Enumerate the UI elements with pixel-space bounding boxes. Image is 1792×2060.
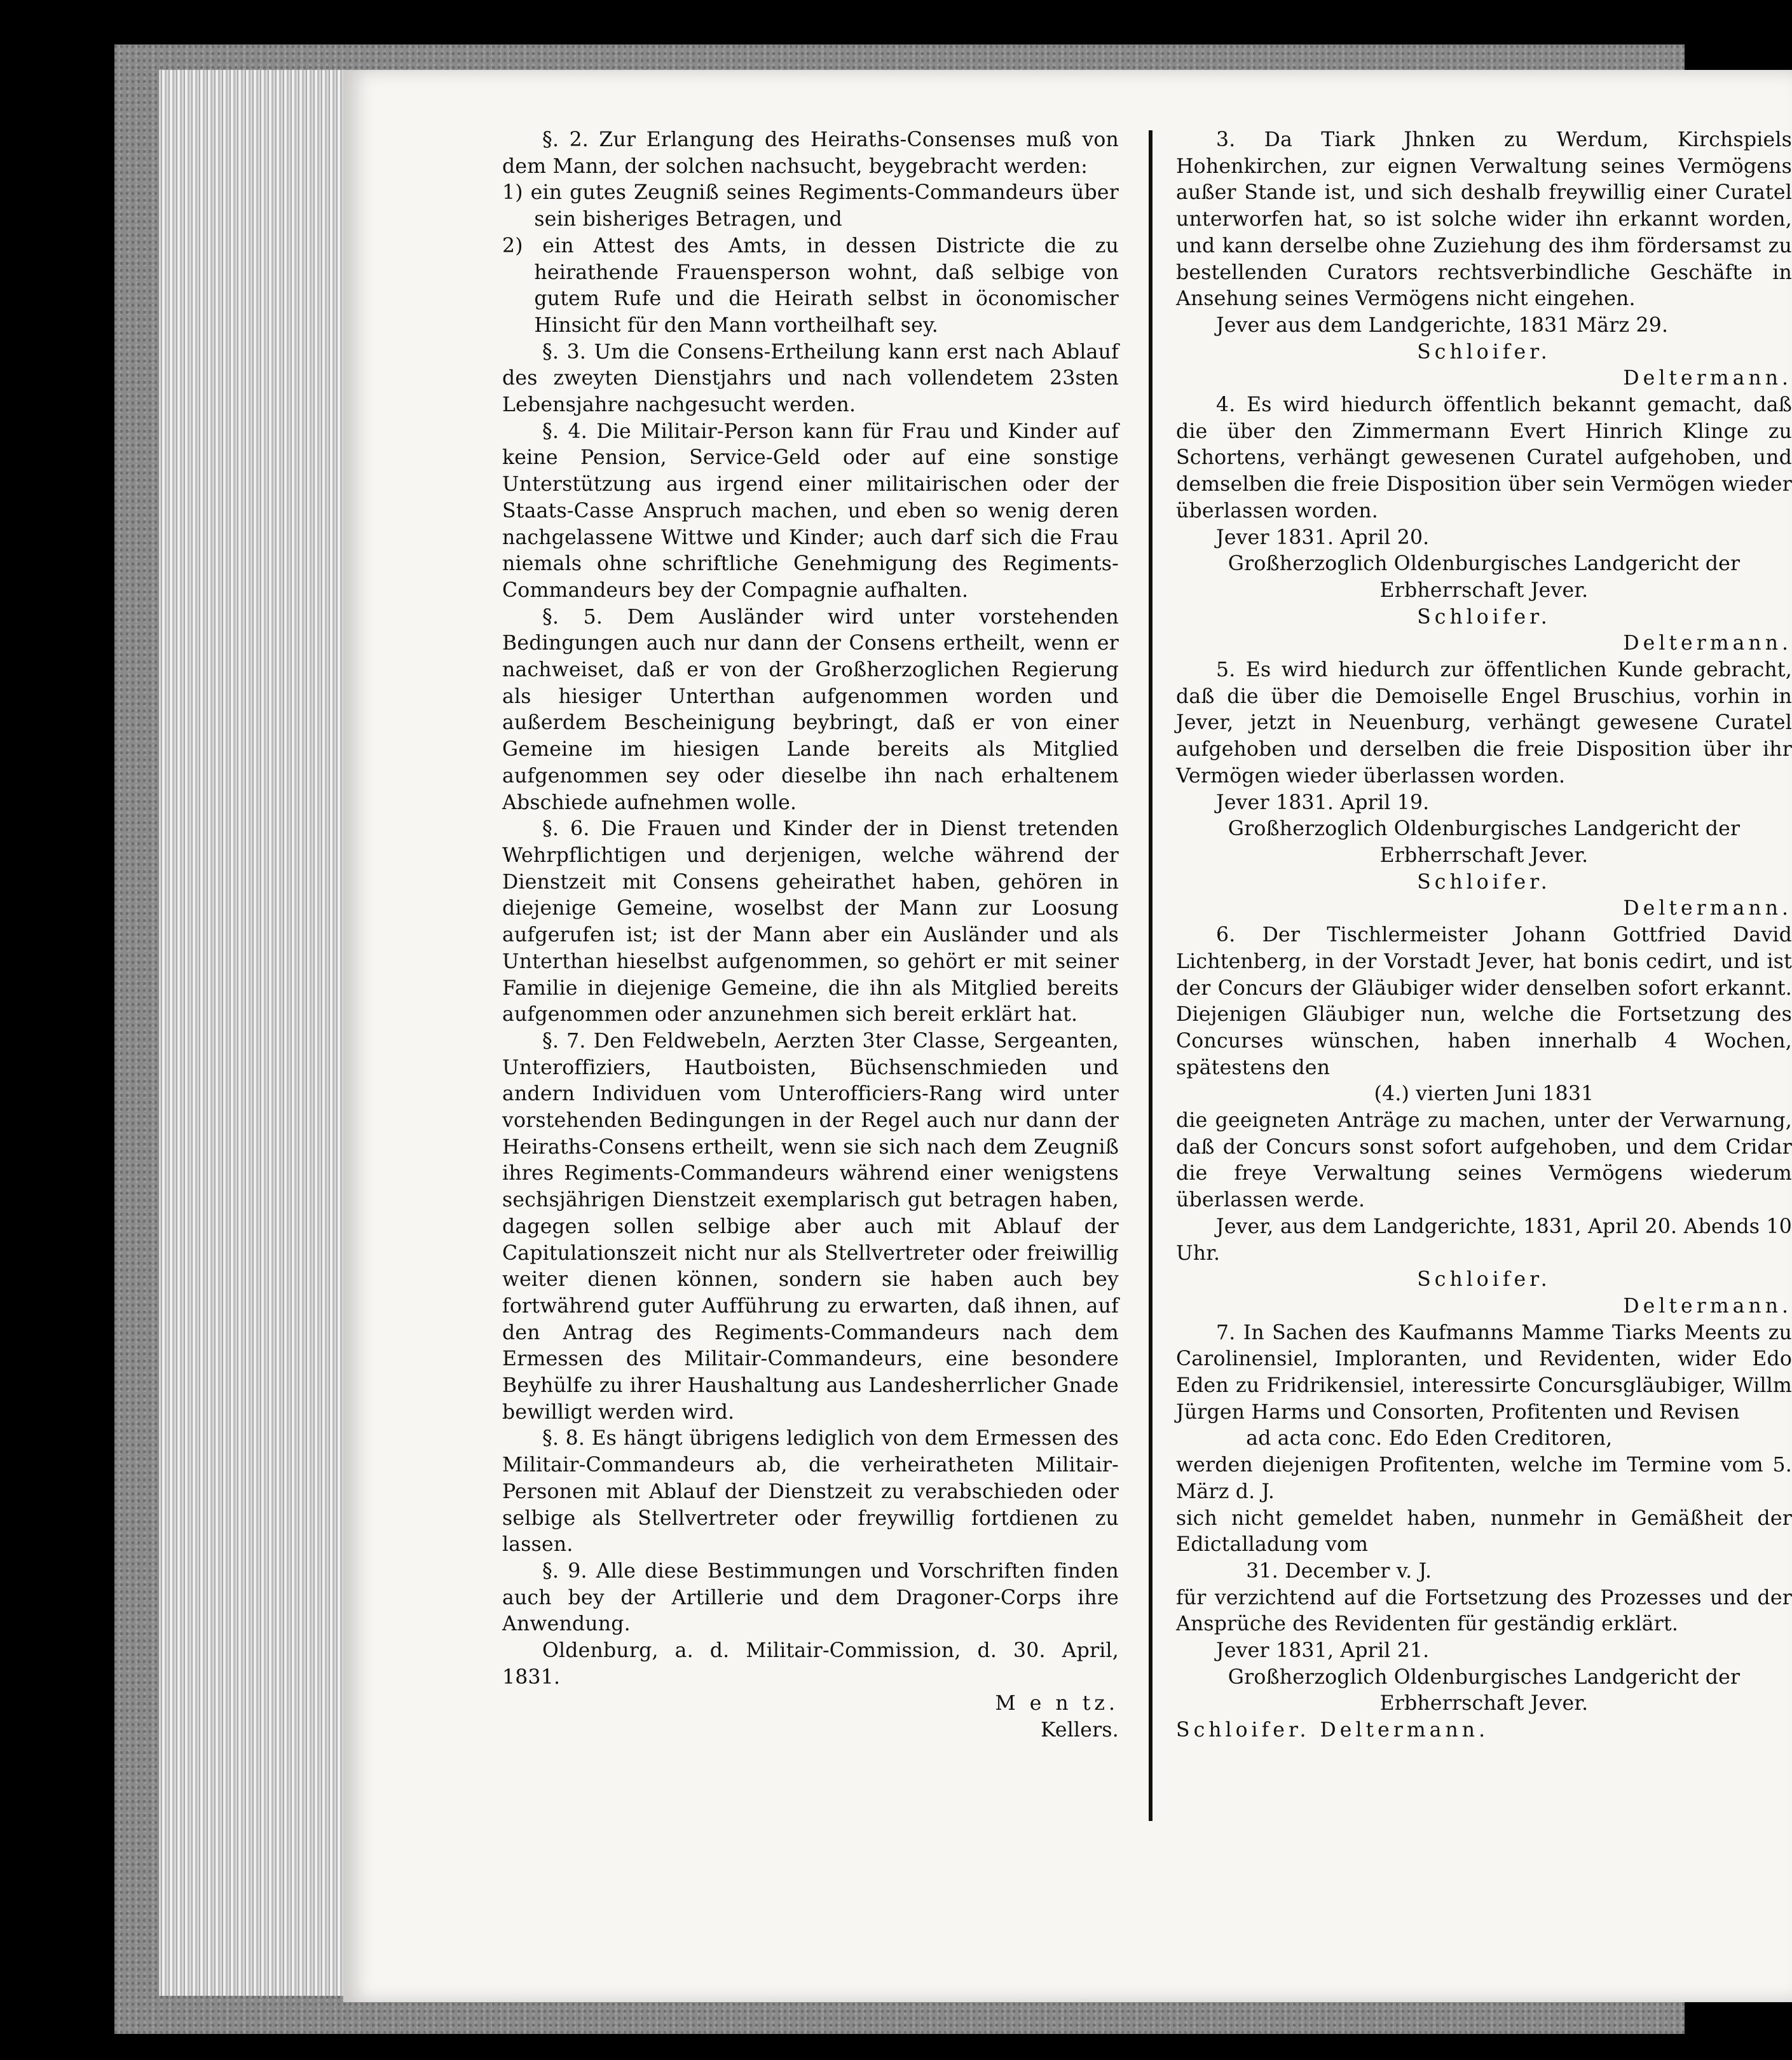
right-column-paragraph: ad acta conc. Edo Eden Creditoren,	[1246, 1427, 1613, 1450]
left-column-paragraph: §. 4. Die Militair-Person kann für Frau und Kinder auf keine Pension, Service-Geld oder auf eine sonstige Unterstützung aus irgend einer militairischen oder der Staats-Casse Anspruch machen, und eben so wenig deren nachgelassene Wittwe und Kinder; auch darf sich die Frau niemals ohne schriftliche Genehmigung des Regiments-Commandeurs bey der Compagnie aufhalten.	[502, 420, 1119, 602]
right-column-paragraph: (4.) vierten Juni 1831	[1374, 1082, 1594, 1106]
left-column-paragraph: Kellers.	[1041, 1719, 1119, 1742]
right-column-paragraph: Großherzoglich Oldenburgisches Landgericht der Erbherrschaft Jever.	[1228, 552, 1741, 602]
right-column-paragraph: 7. In Sachen des Kaufmanns Mamme Tiarks Meents zu Carolinensiel, Imploranten, und Revidenten, wider Edo Eden zu Fridrikensiel, interessirte Concursgläubiger, Willm Jürgen Harms und Consorten, Profitenten und Revisen	[1176, 1321, 1792, 1424]
right-column-paragraph: Großherzoglich Oldenburgisches Landgericht der Erbherrschaft Jever.	[1228, 817, 1741, 867]
right-column-paragraph: Schloifer. Deltermann.	[1176, 1719, 1489, 1742]
right-column-paragraph: Deltermann.	[1623, 367, 1792, 390]
page-edges	[159, 70, 350, 1996]
right-column-paragraph: Deltermann.	[1623, 1294, 1792, 1318]
right-column-paragraph: Jever 1831. April 19.	[1216, 791, 1430, 814]
right-column-paragraph: für verzichtend auf die Fortsetzung des Prozesses und der Ansprüche des Revidenten für geständig erklärt.	[1176, 1586, 1792, 1636]
right-column-paragraph: Jever aus dem Landgerichte, 1831 März 29.	[1216, 313, 1669, 337]
left-column-paragraph: 2) ein Attest des Amts, in dessen Districte die zu heirathende Frauensperson wohnt, daß selbige von gutem Rufe und die Heirath selbst in öconomischer Hinsicht für den Mann vortheilhaft sey.	[502, 234, 1119, 337]
right-column-paragraph: 31. December v. J.	[1246, 1559, 1432, 1583]
right-column-paragraph: Deltermann.	[1623, 897, 1792, 920]
left-column-paragraph: §. 5. Dem Ausländer wird unter vorstehenden Bedingungen auch nur dann der Consens ertheilt, wenn er nachweiset, daß er von der Großherzoglichen Regierung als hiesiger Unterthan aufgenommen worden und außerdem Bescheinigung beybringt, daß er von einer Gemeine im hiesigen Lande bereits als Mitglied aufgenommen sey oder dieselbe ihn nach erhaltenem Abschiede aufnehmen wolle.	[502, 605, 1119, 814]
right-column-paragraph: Großherzoglich Oldenburgisches Landgericht der Erbherrschaft Jever.	[1228, 1665, 1741, 1716]
left-column-paragraph: §. 9. Alle diese Bestimmungen und Vorschriften finden auch bey der Artillerie und dem Dragoner-Corps ihre Anwendung.	[502, 1559, 1119, 1636]
left-column-paragraph: M e n tz.	[995, 1692, 1119, 1716]
right-column-paragraph: Jever, aus dem Landgerichte, 1831, April 20. Abends 10 Uhr.	[1176, 1215, 1792, 1265]
right-column-paragraph: 5. Es wird hiedurch zur öffentlichen Kunde gebracht, daß die über die Demoiselle Engel Bruschius, vorhin in Jever, jetzt in Neuenburg, verhängt gewesene Curatel aufgehoben und derselben die freie Disposition über ihr Vermögen wieder überlassen worden.	[1176, 658, 1792, 788]
right-column-paragraph: werden diejenigen Profitenten, welche im Termine vom 5. März d. J.	[1176, 1454, 1792, 1503]
column-divider	[1149, 130, 1152, 1821]
left-column-paragraph: §. 6. Die Frauen und Kinder der in Dienst tretenden Wehrpflichtigen und derjenigen, welche während der Dienstzeit mit Consens geheirathet haben, gehören in diejenige Gemeine, woselbst der Mann zur Loosung aufgerufen ist; ist der Mann aber ein Ausländer und als Unterthan hieselbst aufgenommen, so gehört er mit seiner Familie in diejenige Gemeine, die ihn als Mitglied bereits aufgenommen oder anzunehmen sich bereit erklärt hat.	[502, 817, 1119, 1027]
left-column-paragraph: Oldenburg, a. d. Militair-Commission, d. 30. April, 1831.	[502, 1639, 1119, 1689]
left-column-paragraph: §. 2. Zur Erlangung des Heiraths-Consenses muß von dem Mann, der solchen nachsucht, beygebracht werden:	[502, 128, 1119, 178]
left-column-paragraph: §. 8. Es hängt übrigens lediglich von dem Ermessen des Militair-Commandeurs ab, die verheiratheten Militair-Personen mit Ablauf der Dienstzeit zu verabschieden oder selbige als Stellvertreter oder freywillig fortdienen zu lassen.	[502, 1427, 1119, 1557]
right-column-paragraph: Schloifer.	[1417, 605, 1551, 629]
right-column-paragraph: Schloifer.	[1417, 340, 1551, 364]
left-column	[502, 127, 1119, 1744]
left-column-paragraph: §. 7. Den Feldwebeln, Aerzten 3ter Classe, Sergeanten, Unteroffiziers, Hautboisten, Büchsenschmieden und andern Individuen vom Unterofficiers-Rang wird unter vorstehenden Bedingungen in der Regel auch nur dann der Heiraths-Consens ertheilt, wenn sie sich nach dem Zeugniß ihres Regiments-Commandeurs während einer wenigstens sechsjährigen Dienstzeit exemplarisch gut betragen haben, dagegen sollen selbige aber auch mit Ablauf der Capitulationszeit nicht nur als Stellvertreter oder freiwillig weiter dienen können, sondern sie haben auch bey fortwährend guter Aufführung zu erwarten, daß ihnen, auf den Antrag des Regiments-Commandeurs nach dem Ermessen des Militair-Commandeurs, eine besondere Beyhülfe zu ihrer Haushaltung aus Landesherrlicher Gnade bewilligt werden wird.	[502, 1029, 1119, 1424]
right-column-paragraph: Jever 1831. April 20.	[1216, 526, 1430, 549]
right-column-paragraph: Schloifer.	[1417, 870, 1551, 894]
right-column-paragraph: Schloifer.	[1417, 1268, 1551, 1292]
right-column-paragraph: die geeigneten Anträge zu machen, unter der Verwarnung, daß der Concurs sonst sofort aufgehoben, und dem Cridar die freye Verwaltung seines Vermögens wiederum überlassen werde.	[1176, 1109, 1792, 1212]
left-column-paragraph: §. 3. Um die Consens-Ertheilung kann erst nach Ablauf des zweyten Dienstjahrs und nach vollendetem 23sten Lebensjahre nachgesucht werden.	[502, 340, 1119, 417]
right-column-paragraph: 6. Der Tischlermeister Johann Gottfried David Lichtenberg, in der Vorstadt Jever, hat bonis cedirt, und ist der Concurs der Gläubiger wider denselben sofort erkannt. Diejenigen Gläubiger nun, welche die Fortsetzung des Concurses wünschen, haben innerhalb 4 Wochen, spätestens den	[1176, 924, 1792, 1079]
left-column-paragraph: 1) ein gutes Zeugniß seines Regiments-Commandeurs über sein bisheriges Betragen, und	[502, 181, 1119, 231]
right-column	[1176, 127, 1792, 1744]
right-column-paragraph: Jever 1831, April 21.	[1216, 1639, 1430, 1663]
right-column-paragraph: Deltermann.	[1623, 632, 1792, 655]
right-column-paragraph: sich nicht gemeldet haben, nunmehr in Gemäßheit der Edictalladung vom	[1176, 1506, 1792, 1557]
right-column-paragraph: 3. Da Tiark Jhnken zu Werdum, Kirchspiels Hohenkirchen, zur eignen Verwaltung seines Vermögens außer Stande ist, und sich deshalb freywillig einer Curatel unterworfen hat, so ist solche wider ihn erkannt worden, und kann derselbe ohne Zuziehung des ihm fördersamst zu bestellenden Curators rechtsverbindliche Geschäfte in Ansehung seines Vermögens nicht eingehen.	[1176, 128, 1792, 311]
right-column-paragraph: 4. Es wird hiedurch öffentlich bekannt gemacht, daß die über den Zimmermann Evert Hinrich Klinge zu Schortens, verhängt gewesenen Curatel aufgehoben, und demselben die freie Disposition über sein Vermögen wieder überlassen worden.	[1176, 393, 1792, 522]
